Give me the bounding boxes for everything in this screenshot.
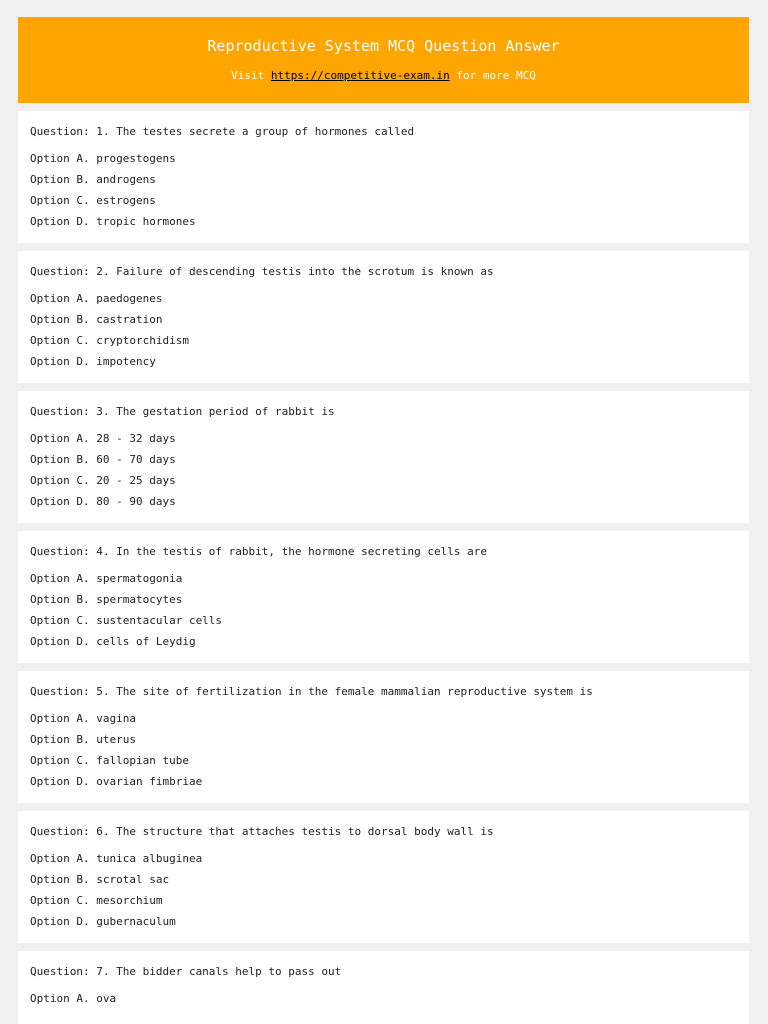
question-card-2 — [18, 251, 749, 383]
question-card-3 — [18, 391, 749, 523]
question-text: Question: 3. The gestation period of rabbit is — [30, 405, 335, 418]
question-text: Question: 2. Failure of descending testis into the scrotum is known as — [30, 265, 494, 278]
option-c: Option C. mesorchium — [30, 894, 163, 907]
question-card-6 — [18, 811, 749, 943]
question-text: Question: 6. The structure that attaches testis to dorsal body wall is — [30, 825, 494, 838]
visit-prefix: Visit — [231, 69, 271, 82]
visit-suffix: for more MCQ — [449, 69, 536, 82]
option-list — [30, 852, 202, 936]
option-list — [30, 992, 116, 1013]
option-d: Option D. ovarian fimbriae — [30, 775, 203, 788]
page-title: Reproductive System MCQ Question Answer — [207, 37, 560, 55]
option-c: Option C. fallopian tube — [30, 754, 189, 767]
option-a: Option A. ova — [30, 992, 117, 1005]
question-text: Question: 5. The site of fertilization in the female mammalian reproductive system is — [30, 685, 593, 698]
option-c: Option C. sustentacular cells — [30, 614, 223, 627]
option-b: Option B. uterus — [30, 733, 136, 746]
option-list — [30, 152, 196, 236]
option-d: Option D. cells of Leydig — [30, 635, 196, 648]
option-b: Option B. castration — [30, 313, 163, 326]
option-a: Option A. tunica albuginea — [30, 852, 203, 865]
option-a: Option A. paedogenes — [30, 292, 163, 305]
option-c: Option C. cryptorchidism — [30, 334, 189, 347]
option-list — [30, 432, 176, 516]
question-card-1 — [18, 111, 749, 243]
header-subtitle — [18, 69, 749, 83]
question-card-4 — [18, 531, 749, 663]
question-text: Question: 1. The testes secrete a group of hormones called — [30, 125, 415, 138]
option-list — [30, 572, 222, 656]
question-text: Question: 7. The bidder canals help to pass out — [30, 965, 342, 978]
option-c: Option C. 20 - 25 days — [30, 474, 176, 487]
option-d: Option D. gubernaculum — [30, 915, 176, 928]
question-card-5 — [18, 671, 749, 803]
option-b: Option B. 60 - 70 days — [30, 453, 176, 466]
option-a: Option A. spermatogonia — [30, 572, 183, 585]
option-a: Option A. progestogens — [30, 152, 176, 165]
question-card-7 — [18, 951, 749, 1024]
option-list — [30, 292, 189, 376]
option-d: Option D. impotency — [30, 355, 156, 368]
option-a: Option A. vagina — [30, 712, 136, 725]
option-b: Option B. spermatocytes — [30, 593, 183, 606]
option-d: Option D. 80 - 90 days — [30, 495, 176, 508]
option-c: Option C. estrogens — [30, 194, 156, 207]
option-list — [30, 712, 202, 796]
question-text: Question: 4. In the testis of rabbit, the hormone secreting cells are — [30, 545, 487, 558]
header-banner — [18, 17, 749, 103]
option-d: Option D. tropic hormones — [30, 215, 196, 228]
option-b: Option B. scrotal sac — [30, 873, 170, 886]
site-link[interactable]: https://competitive-exam.in — [270, 69, 450, 82]
option-a: Option A. 28 - 32 days — [30, 432, 176, 445]
option-b: Option B. androgens — [30, 173, 156, 186]
